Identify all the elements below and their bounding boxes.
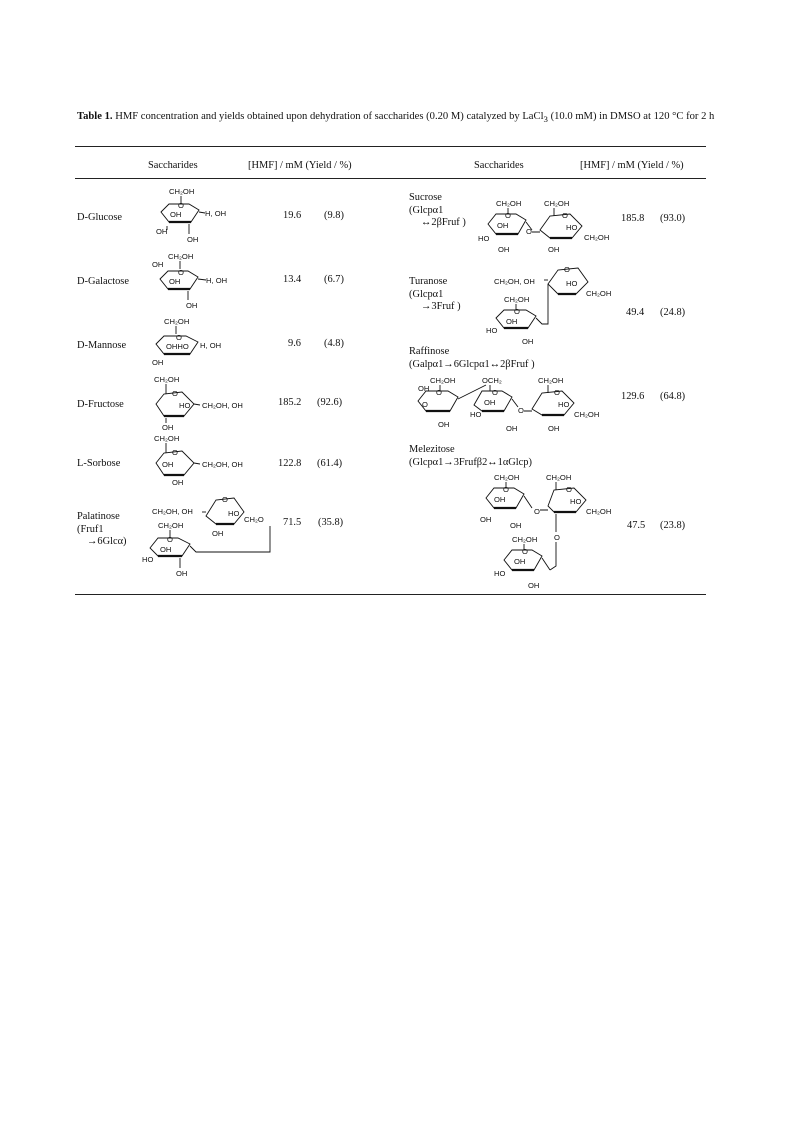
oh-label: OH [186, 301, 198, 310]
row-turanose-yield: (24.8) [660, 307, 686, 318]
saccharide-name: Palatinose [77, 511, 120, 522]
ho-label: HO [566, 279, 578, 288]
sorbose-structure [150, 433, 270, 488]
ch2oh-label: CH₂OH [538, 376, 564, 385]
stereo-prefix: L [77, 458, 84, 469]
ring-oxygen-label: O [492, 388, 498, 397]
saccharide-name: Melezitose [409, 444, 455, 455]
fructose-structure [150, 374, 270, 434]
oh-label: OH [528, 581, 540, 590]
ohho-label: OHHO [166, 342, 189, 351]
header-left-hmf: [HMF] / mM (Yield / %) [248, 160, 352, 171]
oh-label: OH [480, 515, 492, 524]
oh-label: OH [548, 245, 560, 254]
saccharide-name: -Glucose [84, 212, 123, 223]
ring-oxygen-label: O [562, 211, 568, 220]
ring-oxygen-label: O [554, 388, 560, 397]
oh-label: OH [514, 557, 526, 566]
ring-oxygen-label: O [564, 265, 570, 274]
ch2oh-label: CH₂OH [546, 473, 572, 482]
saccharide-name: Raffinose [409, 346, 450, 357]
glycosidic-oxygen-label: O [526, 227, 532, 236]
table-label: Table 1. [77, 111, 113, 122]
anomeric-label: H, OH [205, 209, 227, 218]
row-raffinose-hmf: 129.6 [621, 391, 645, 402]
oh-label: OH [187, 235, 199, 244]
linkage-line-1: (Galpα1→6Glcpα1↔2βFruf ) [409, 358, 535, 370]
ring-oxygen-label: O [566, 485, 572, 494]
ch2oh-label: CH₂OH [154, 375, 180, 384]
table-caption [77, 110, 717, 126]
anomeric-label: CH₂OH, OH [202, 401, 243, 410]
row-sorbose-name [77, 458, 120, 471]
caption-subscript: 3 [543, 114, 548, 125]
ring-oxygen-label: O [505, 211, 511, 220]
oh-label: OH [162, 460, 174, 469]
linkage-line-1: (Glcpα1 [409, 204, 444, 216]
ch2oh-label: CH₂OH [544, 199, 570, 208]
melezitose-structure [474, 470, 624, 592]
table-top-rule [75, 146, 706, 147]
row-sucrose-yield: (93.0) [660, 213, 686, 224]
row-sucrose-hmf: 185.8 [621, 213, 645, 224]
ch2oh-label: CH₂OH [430, 376, 456, 385]
ch2oh-label: CH₂OH [574, 410, 600, 419]
oh-label: OH [548, 424, 560, 433]
row-melezitose-yield: (23.8) [660, 520, 686, 531]
caption-text-2: (10.0 mM) in DMSO at 120 °C for 2 h [547, 111, 715, 122]
ch2oh-label: CH₂OH [504, 295, 530, 304]
stereo-prefix: D [77, 212, 85, 223]
header-left-saccharides: Saccharides [148, 160, 198, 171]
row-melezitose-name [409, 444, 532, 469]
row-glucose-hmf: 19.6 [283, 210, 302, 221]
mannose-structure [152, 316, 242, 371]
ring-oxygen-label: O [503, 485, 509, 494]
ring-oxygen-label: O [178, 201, 184, 210]
saccharide-name: Turanose [409, 276, 448, 287]
ho-label: HO [486, 326, 498, 335]
row-raffinose-yield: (64.8) [660, 391, 686, 402]
row-turanose-name [409, 276, 461, 314]
row-turanose-hmf: 49.4 [626, 307, 645, 318]
ring-oxygen-label: O [178, 268, 184, 277]
row-palatinose-yield: (35.8) [318, 517, 344, 528]
galactose-structure [152, 251, 242, 311]
oh-label: OH [176, 569, 188, 578]
ho-label: HO [570, 497, 582, 506]
linkage-line-2: ↔2βFruf ) [421, 217, 466, 228]
anomeric-label: H, OH [200, 341, 222, 350]
glucose-structure [155, 186, 245, 246]
row-fructose-hmf: 185.2 [278, 397, 302, 408]
ho-label: HO [566, 223, 578, 232]
ch2oh-label: CH₂OH [158, 521, 184, 530]
ring-oxygen-label: O [172, 389, 178, 398]
oh-label: OH [494, 495, 506, 504]
oh-label: OH [152, 260, 164, 269]
row-raffinose-name [409, 346, 535, 371]
ho-label: HO [470, 410, 482, 419]
och2-label: OCH₂ [482, 376, 502, 385]
linkage-line-1: (Fruf1 [77, 523, 104, 535]
glycosidic-oxygen-label: O [534, 507, 540, 516]
row-galactose-yield: (6.7) [324, 274, 344, 285]
turanose-structure [484, 262, 624, 344]
oh-label: OH [506, 424, 518, 433]
oh-label: OH [162, 423, 174, 432]
ch2o-label: CH₂O [244, 515, 264, 524]
saccharide-name: -Mannose [84, 340, 127, 351]
linkage-line-1: (Glcpα1 [409, 288, 444, 300]
caption-text: HMF concentration and yields obtained upon dehydration of saccharides (0.20 M) catalyzed by LaCl [115, 111, 544, 122]
row-mannose-name [77, 340, 126, 353]
glycosidic-oxygen-label: O [518, 406, 524, 415]
row-glucose-name [77, 212, 122, 225]
ring-oxygen-label: O [176, 333, 182, 342]
oh-label: O [422, 400, 428, 409]
ch2oh-label: CH₂OH [496, 199, 522, 208]
linkage-line-2: →3Fruf ) [421, 301, 461, 312]
ring-oxygen-label: O [436, 388, 442, 397]
ch2oh-label: CH₂OH [512, 535, 538, 544]
anomeric-label: H, OH [206, 276, 228, 285]
row-mannose-hmf: 9.6 [288, 338, 301, 349]
oh-label: OH [498, 245, 510, 254]
ho-label: HO [142, 555, 154, 564]
ring-oxygen-label: O [167, 535, 173, 544]
anomeric-label: CH₂OH, OH [202, 460, 243, 469]
saccharide-name: -Galactose [84, 276, 129, 287]
oh-label: OH [170, 210, 182, 219]
oh-label: OH [418, 384, 430, 393]
ch2oh-label: CH₂OH, OH [152, 507, 193, 516]
sucrose-structure [474, 196, 624, 258]
ring-oxygen-label: O [222, 495, 228, 504]
row-mannose-yield: (4.8) [324, 338, 344, 349]
glycosidic-oxygen-label: O [554, 533, 560, 542]
ho-label: HO [228, 509, 240, 518]
row-glucose-yield: (9.8) [324, 210, 344, 221]
saccharide-name: -Fructose [84, 399, 124, 410]
ring-oxygen-label: O [522, 547, 528, 556]
ho-label: HO [179, 401, 191, 410]
ch2oh-label: CH₂OH [168, 252, 194, 261]
oh-label: OH [522, 337, 534, 346]
ch2oh-label: CH₂OH [164, 317, 190, 326]
row-galactose-name [77, 276, 129, 289]
oh-label: OH [160, 545, 172, 554]
oh-label: OH [506, 317, 518, 326]
stereo-prefix: D [77, 276, 85, 287]
row-galactose-hmf: 13.4 [283, 274, 302, 285]
ch2oh-label: CH₂OH, OH [494, 277, 535, 286]
saccharide-name: Sucrose [409, 192, 442, 203]
stereo-prefix: D [77, 340, 85, 351]
ch2oh-label: CH₂OH [584, 233, 610, 242]
table-bottom-rule [75, 594, 706, 595]
oh-label: OH [438, 420, 450, 429]
row-melezitose-hmf: 47.5 [627, 520, 646, 531]
saccharide-name: -Sorbose [83, 458, 121, 469]
row-palatinose-hmf: 71.5 [283, 517, 302, 528]
stereo-prefix: D [77, 399, 85, 410]
ch2oh-label: CH₂OH [494, 473, 520, 482]
oh-label: OH [497, 221, 509, 230]
header-right-hmf: [HMF] / mM (Yield / %) [580, 160, 684, 171]
row-sorbose-yield: (61.4) [317, 458, 343, 469]
row-fructose-name [77, 399, 124, 412]
palatinose-structure [140, 490, 280, 590]
raffinose-structure [414, 375, 624, 435]
ch2oh-label: CH₂OH [154, 434, 180, 443]
row-sucrose-name [409, 192, 466, 230]
oh-label: OH [156, 227, 168, 236]
oh-label: OH [169, 277, 181, 286]
oh-label: OH [212, 529, 224, 538]
linkage-line-2: →6Glcα) [87, 536, 127, 547]
table-header-rule [75, 178, 706, 179]
ho-label: HO [478, 234, 490, 243]
oh-label: OH [152, 358, 164, 367]
ch2oh-label: CH₂OH [169, 187, 195, 196]
ring-oxygen-label: O [514, 307, 520, 316]
ring-oxygen-label: O [172, 448, 178, 457]
ho-label: HO [558, 400, 570, 409]
ch2oh-label: CH₂OH [586, 289, 612, 298]
ch2oh-label: CH₂OH [586, 507, 612, 516]
ho-label: HO [494, 569, 506, 578]
oh-label: OH [484, 398, 496, 407]
row-fructose-yield: (92.6) [317, 397, 343, 408]
oh-label: OH [510, 521, 522, 530]
header-right-saccharides: Saccharides [474, 160, 524, 171]
oh-label: OH [172, 478, 184, 487]
row-palatinose-name [77, 511, 127, 549]
linkage-line-1: (Glcpα1→3Frufβ2↔1αGlcp) [409, 456, 532, 468]
row-sorbose-hmf: 122.8 [278, 458, 302, 469]
